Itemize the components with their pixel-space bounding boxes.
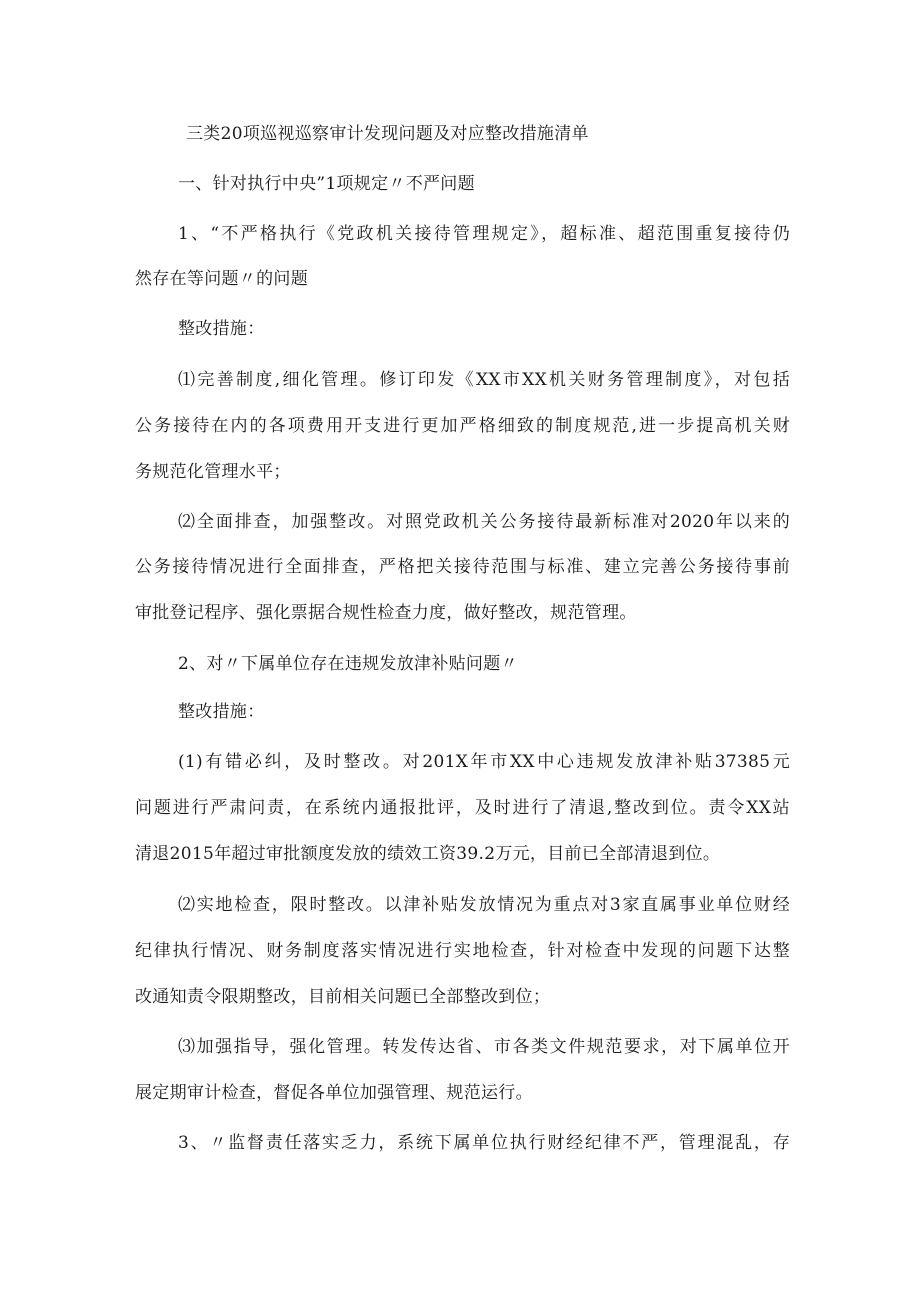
section-heading-1: 一、针对执行中央”1项规定〃不严问题 <box>178 174 475 194</box>
item2-measure1-line-3: 清退2015年超过审批额度发放的绩效工资39.2万元，目前已全部清退到位。 <box>135 844 721 864</box>
item1-measure1-line-1: ⑴完善制度,细化管理。修订印发《XX市XX机关财务管理制度》，对包括 <box>178 370 790 390</box>
item1-measure2-line-3: 审批登记程序、强化票据合规性检查力度，做好整改，规范管理。 <box>135 603 637 623</box>
item2-measure3-line-1: ⑶加强指导，强化管理。转发传达省、市各类文件规范要求，对下属单位开 <box>178 1037 790 1057</box>
document-title: 三类20项巡视巡察审计发现问题及对应整改措施清单 <box>186 124 589 144</box>
item2-measure1-line-2: 问题进行严肃问责，在系统内通报批评，及时进行了清退,整改到位。责令XX站 <box>135 798 790 818</box>
item2-heading: 2、对〃下属单位存在违规发放津补贴问题〃 <box>178 654 518 674</box>
item2-measure1-line-1: (1)有错必纠，及时整改。对201X年市XX中心违规发放津补贴37385元 <box>178 752 790 772</box>
item1-line-2: 然存在等问题〃的问题 <box>135 269 308 289</box>
item1-measure2-line-1: ⑵全面排查，加强整改。对照党政机关公务接待最新标准对2020年以来的 <box>178 512 790 532</box>
item1-line-1: 1、“不严格执行《党政机关接待管理规定》，超标准、超范围重复接待仍 <box>178 224 790 244</box>
item2-measure2-line-2: 纪律执行情况、财务制度落实情况进行实地检查，针对检查中发现的问题下达整 <box>135 941 790 961</box>
item2-measure3-line-2: 展定期审计检查，督促各单位加强管理、规范运行。 <box>135 1083 533 1103</box>
item3-line-1: 3、〃监督责任落实乏力，系统下属单位执行财经纪律不严，管理混乱，存 <box>178 1133 790 1153</box>
item1-measures-label: 整改措施： <box>178 319 265 339</box>
item1-measure2-line-2: 公务接待情况进行全面排查，严格把关接待范围与标准、建立完善公务接待事前 <box>135 557 790 577</box>
item2-measure2-line-1: ⑵实地检查，限时整改。以津补贴发放情况为重点对3家直属事业单位财经 <box>178 895 790 915</box>
item1-measure1-line-2: 公务接待在内的各项费用开支进行更加严格细致的制度规范,进一步提高机关财 <box>135 416 790 436</box>
item1-measure1-line-3: 务规范化管理水平； <box>135 462 291 482</box>
item2-measures-label: 整改措施： <box>178 702 265 722</box>
item2-measure2-line-3: 改通知责令限期整改，目前相关问题已全部整改到位； <box>135 987 551 1007</box>
